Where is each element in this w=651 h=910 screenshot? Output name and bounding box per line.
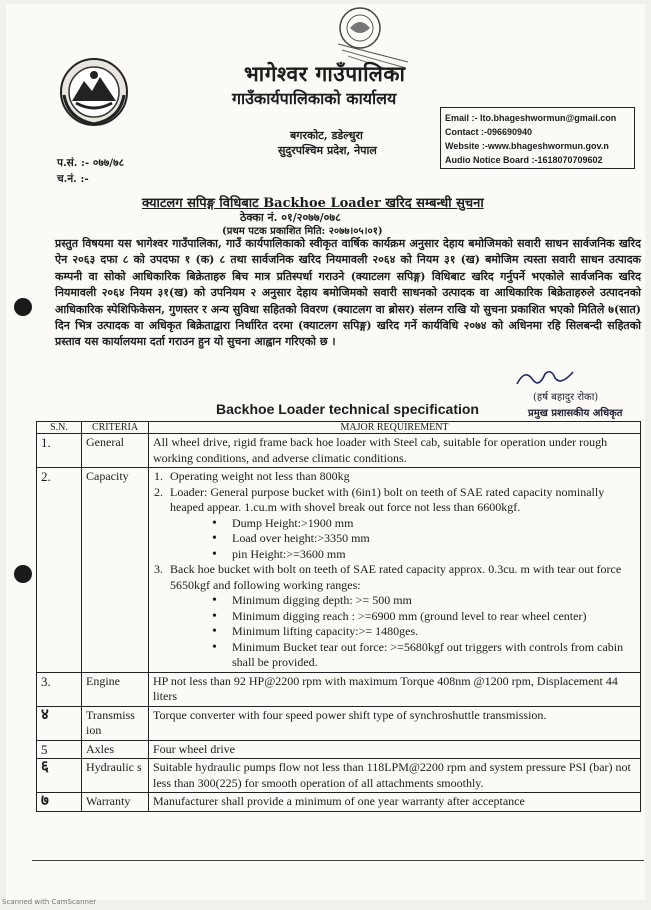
bullet-item: • Minimum lifting capacity:>= 1480ges. bbox=[210, 624, 636, 640]
bottom-divider bbox=[32, 860, 644, 861]
row-criteria: Axles bbox=[82, 740, 149, 759]
loader-bullets bbox=[170, 516, 636, 563]
row-criteria: Warranty bbox=[82, 793, 149, 812]
table-row bbox=[37, 468, 641, 673]
bullet-item: • Minimum Bucket tear out force: >=5680kgf out triggers with controls from cabin shall be provided. bbox=[210, 640, 636, 671]
dispatch-number: च.नं. :- bbox=[57, 173, 89, 185]
list-item: 2. Loader: General purpose bucket with (6in1) bolt on teeth of SAE rated capacity nominally heaped appear. 1.cu.m with shovel break out force not less than 6600kgf. • Dump Height:>1900 mm • Load over height:>3350 mm • pin Height:>=3600 mm bbox=[153, 485, 636, 563]
row-requirement: HP not less than 92 HP@2200 rpm with maximum Torque 408nm @1200 rpm, Displacement 44 liters bbox=[149, 672, 641, 706]
row-criteria: General bbox=[82, 434, 149, 468]
bullet-item: • Load over height:>3350 mm bbox=[210, 531, 636, 547]
notice-body: प्रस्तुत विषयमा यस भागेश्वर गाउँपालिका, गाउँ कार्यपालिकाको स्वीकृत वार्षिक कार्यक्रम अनुसार देहाय बमोजिमको सवारी साधन सार्वजनिक खरिद ऐन २०६३ दफा ८ को उपदफा १ (क) ८ तथा सार्वजनिक खरिद नियमावली २०६४ को नियम ३१ (ख) बमोजिम त्यस्ता सवारी साधन उत्पादक कम्पनी वा सोको आधिकारिक बिक्रेताहरु बिच मात्र प्रतिस्पर्धा गराउने (क्याटलग सपिङ्ग) विधिबाट खरिद गर्नुपर्ने भएकोले सार्वजनिक खरिद नियमावली २०६४ नियम ३१(ख) को उपनियम २ अनुसार देहाय बमोजिमको सवारी साधनको उत्पादक वा आधिकारिक बिक्रेताहरुले उत्पादनको आधिकारिक स्पेशिफिकेसन, गुणस्तर र अन्य सुविधा सहितको विवरण (क्याटलग वा ब्रोसर) संलग्न राखि यो सुचना प्रकाशित भएको मितिले ७(सात) दिन भित्र उत्पादक वा अधिकृत बिक्रेताद्वारा निर्धारित दरमा (क्याटलग सपिङ्ग) खरिद गर्ने कार्यविधि २०७४ को अधिनमा रहि सिलबन्दी सहितको प्रस्ताव यस कार्यालयमा दर्ता गराउन हुन यो सुचना आह्वान गरिएको छ । bbox=[55, 237, 641, 349]
table-header-row bbox=[37, 422, 641, 434]
row-requirement: Suitable hydraulic pumps flow not less than 118LPM@2200 rpm and system pressure PSI (bar) not less than 300(225) for smooth operation of all attachments smoothly. bbox=[149, 759, 641, 793]
list-item: 1. Operating weight not less than 800kg bbox=[154, 469, 350, 483]
row-requirement: Four wheel drive bbox=[149, 740, 641, 759]
contact-box bbox=[440, 107, 635, 169]
row-requirement bbox=[149, 468, 641, 673]
reference-number: प.सं. :- ०७७/७८ bbox=[57, 157, 125, 169]
signature-mark bbox=[515, 366, 575, 390]
table-row bbox=[37, 706, 641, 740]
row-sn: 3. bbox=[37, 672, 82, 706]
row-sn: 5 bbox=[37, 740, 82, 759]
row-criteria: Transmiss ion bbox=[82, 706, 149, 740]
row-sn: ६ bbox=[37, 759, 82, 793]
scanner-watermark: Scanned with CamScanner bbox=[2, 898, 97, 906]
row-sn: ७ bbox=[37, 793, 82, 812]
punch-hole-bottom bbox=[14, 565, 32, 583]
contact-website: Website :-www.bhageshwormun.gov.n bbox=[445, 141, 609, 151]
address-line-1: बगरकोट, डडेल्धुरा bbox=[290, 129, 363, 142]
spec-table bbox=[36, 421, 641, 812]
tender-number: ठेक्का नं. ०१/२०७७/०७८ bbox=[240, 211, 341, 224]
table-row bbox=[37, 434, 641, 468]
publish-date: (प्रथम पटक प्रकाशित मिति: २०७७।०५।०१) bbox=[222, 226, 383, 237]
list-item: 3. Back hoe bucket with bolt on teeth of SAE rated capacity approx. 0.3cu. m with tear out force 5650kgf and following working ranges: • Minimum digging depth: >= 500 mm • Minimum digging reach : >=6900 mm (ground level to rear wheel center) • Minimum lifting capacity:>= 1480ges. • Minimum Bucket tear out force: >=5680kgf out triggers with controls from cabin shall be provided. bbox=[153, 562, 636, 671]
signatory-designation: प्रमुख प्रशासकीय अधिकृत bbox=[528, 408, 623, 419]
notice-title: क्याटलग सपिङ्ग विधिबाट Backhoe Loader खरिद सम्बन्धी सुचना bbox=[142, 196, 484, 211]
row-sn: 1. bbox=[37, 434, 82, 468]
contact-audio-board: Audio Notice Board :-1618070709602 bbox=[445, 155, 603, 165]
header-requirement: MAJOR REQUIREMENT bbox=[149, 422, 641, 434]
capacity-list bbox=[153, 469, 636, 671]
row-sn: ४ bbox=[37, 706, 82, 740]
contact-phone: Contact :-096690940 bbox=[445, 127, 533, 137]
row-criteria: Hydraulic s bbox=[82, 759, 149, 793]
row-criteria: Engine bbox=[82, 672, 149, 706]
table-row bbox=[37, 672, 641, 706]
row-requirement: Torque converter with four speed power shift type of synchroshuttle transmission. bbox=[149, 706, 641, 740]
table-row bbox=[37, 793, 641, 812]
table-row bbox=[37, 759, 641, 793]
header-sn: S.N. bbox=[37, 422, 82, 434]
address-line-2: सुदुरपश्चिम प्रदेश, नेपाल bbox=[278, 144, 377, 157]
row-requirement: Manufacturer shall provide a minimum of one year warranty after acceptance bbox=[149, 793, 641, 812]
signatory-name: (हर्ष बहादुर रोका) bbox=[533, 392, 599, 403]
contact-email: Email :- Ito.bhageshwormun@gmail.con bbox=[445, 113, 617, 123]
bullet-item: • Dump Height:>1900 mm bbox=[210, 516, 636, 532]
bullet-item: • pin Height:>=3600 mm bbox=[210, 547, 636, 563]
row-criteria: Capacity bbox=[82, 468, 149, 673]
spec-title: Backhoe Loader technical specification bbox=[216, 401, 479, 417]
org-name: भागेश्वर गाउँपालिका bbox=[244, 61, 406, 86]
table-row bbox=[37, 740, 641, 759]
nepal-emblem-logo bbox=[58, 57, 130, 127]
office-name: गाउँकार्यपालिकाको कार्यालय bbox=[232, 89, 397, 108]
bullet-item: • Minimum digging depth: >= 500 mm bbox=[210, 593, 636, 609]
punch-hole-top bbox=[14, 298, 32, 316]
header-criteria: CRITERIA bbox=[82, 422, 149, 434]
row-requirement: All wheel drive, rigid frame back hoe loader with Steel cab, suitable for operation under rough working conditions, and adverse climatic conditions. bbox=[149, 434, 641, 468]
bullet-item: • Minimum digging reach : >=6900 mm (ground level to rear wheel center) bbox=[210, 609, 636, 625]
row-sn: 2. bbox=[37, 468, 82, 673]
backhoe-bullets bbox=[170, 593, 636, 671]
